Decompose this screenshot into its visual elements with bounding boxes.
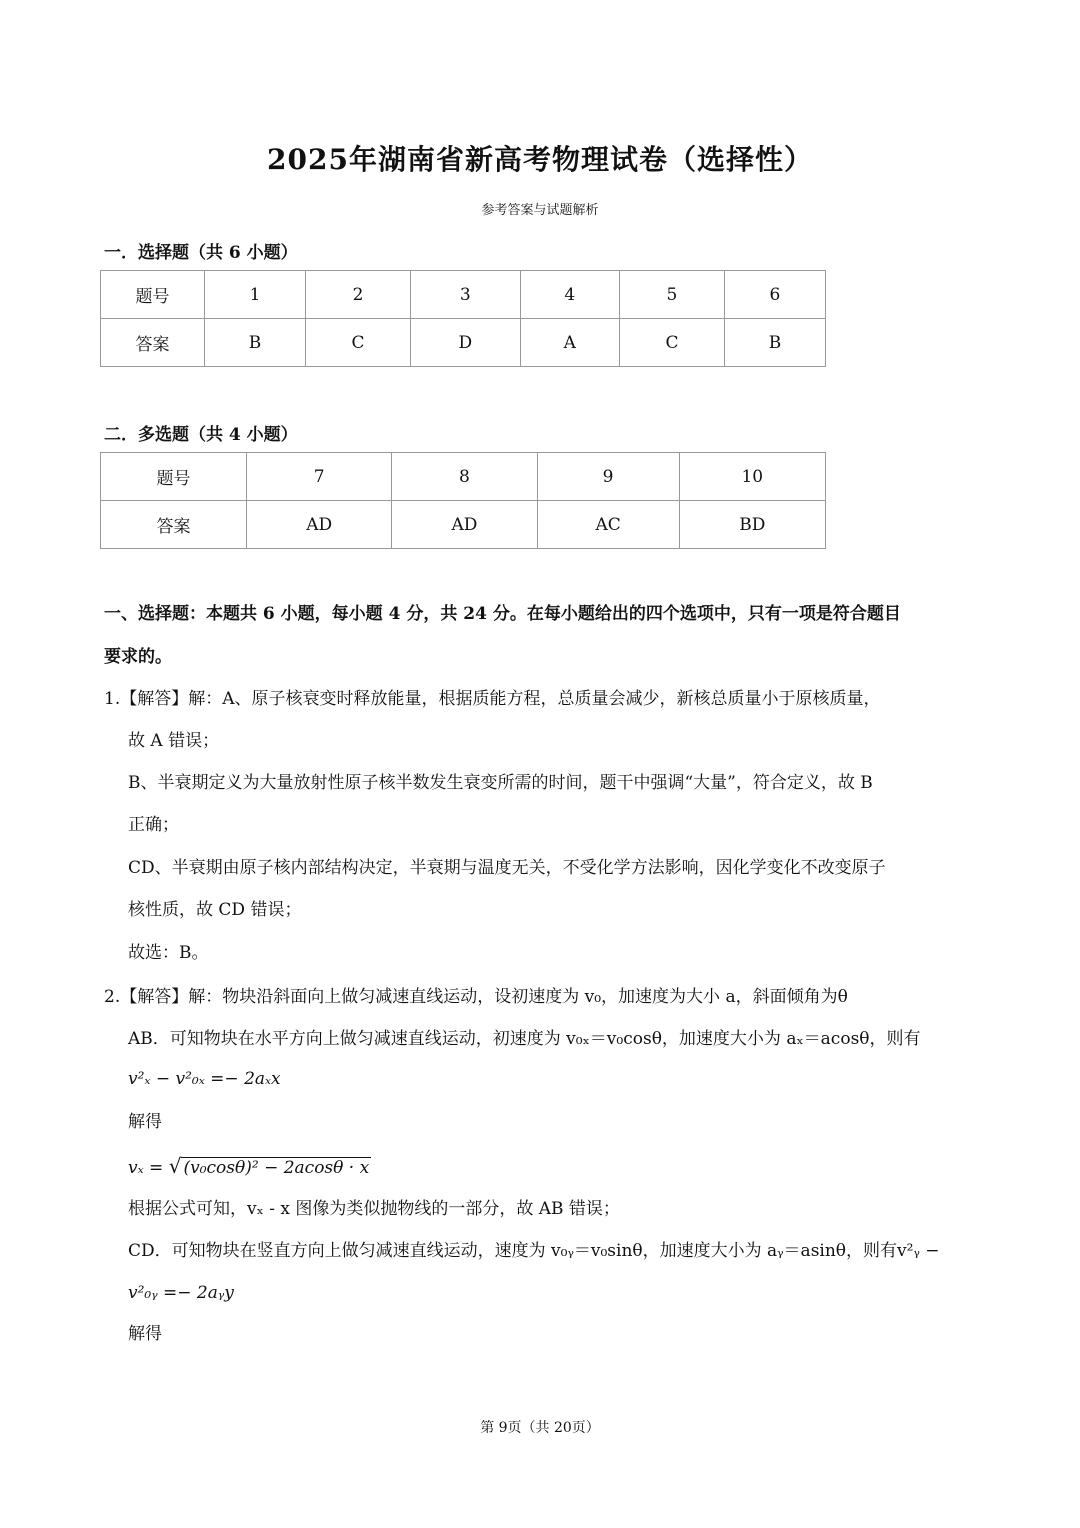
q2-equation2 xyxy=(128,1145,371,1189)
table-cell: 5 xyxy=(620,271,725,319)
table-row xyxy=(101,319,826,367)
table-cell: 7 xyxy=(247,453,392,501)
q1-line4: 正确； xyxy=(128,815,179,835)
q1-line1: 1.【解答】解：A、原子核衰变时释放能量，根据质能方程，总质量会减少，新核总质量小于原核质量， xyxy=(104,689,881,709)
section1-heading: 一．选择题（共 6 小题） xyxy=(104,243,298,263)
table-cell: 1 xyxy=(205,271,306,319)
page-subtitle: 参考答案与试题解析 xyxy=(481,203,599,218)
section1-answer-table xyxy=(100,270,826,367)
eq2-radicand: (v₀cosθ)² − 2acosθ · x xyxy=(183,1158,370,1178)
page-title: 2025年湖南省新高考物理试卷（选择性） xyxy=(267,143,813,176)
section2-answer-table xyxy=(100,452,826,549)
table-cell: 8 xyxy=(392,453,537,501)
q2-line1: 2.【解答】解：物块沿斜面向上做匀减速直线运动，设初速度为 v₀，加速度为大小 a，斜面倾角为θ xyxy=(104,987,848,1007)
eq2-left: vₓ = xyxy=(128,1158,169,1178)
q2-equation1: v²ₓ − v²₀ₓ =− 2aₓx xyxy=(128,1069,281,1089)
q2-equation3: v²₀ᵧ =− 2aᵧy xyxy=(128,1283,234,1303)
q1-line6: 核性质，故 CD 错误； xyxy=(128,900,302,920)
table-cell: AC xyxy=(537,501,679,549)
q2-line2: AB．可知物块在水平方向上做匀减速直线运动，初速度为 v₀ₓ＝v₀cosθ，加速度大小为 aₓ＝acosθ，则有 xyxy=(128,1029,921,1049)
section2-heading: 二．多选题（共 4 小题） xyxy=(104,425,298,445)
table-cell: 10 xyxy=(679,453,825,501)
page-footer: 第 9页（共 20页） xyxy=(480,1420,600,1436)
table-cell: 2 xyxy=(306,271,411,319)
q2-jiede2: 解得 xyxy=(128,1324,162,1344)
table-row xyxy=(101,271,826,319)
table-cell: C xyxy=(306,319,411,367)
table-cell: BD xyxy=(679,501,825,549)
q2-line3: 根据公式可知，vₓ - x 图像为类似抛物线的一部分，故 AB 错误； xyxy=(128,1199,620,1219)
table-cell: 6 xyxy=(724,271,825,319)
part-heading-line1: 一、选择题：本题共 6 小题，每小题 4 分，共 24 分。在每小题给出的四个选项中，只有一项是符合题目 xyxy=(104,604,901,624)
table-cell: AD xyxy=(392,501,537,549)
table-row xyxy=(101,453,826,501)
table-row xyxy=(101,501,826,549)
q2-line4: CD．可知物块在竖直方向上做匀减速直线运动，速度为 v₀ᵧ＝v₀sinθ，加速度大小为 aᵧ＝asinθ，则有v²ᵧ − xyxy=(128,1241,940,1261)
table-cell: 9 xyxy=(537,453,679,501)
q1-line5: CD、半衰期由原子核内部结构决定，半衰期与温度无关，不受化学方法影响，因化学变化不改变原子 xyxy=(128,858,886,878)
table-cell: 题号 xyxy=(101,453,247,501)
table-cell: 答案 xyxy=(101,501,247,549)
sqrt-sign: √ xyxy=(168,1154,182,1178)
table-cell: 3 xyxy=(410,271,520,319)
table-cell: A xyxy=(520,319,619,367)
table-cell: B xyxy=(724,319,825,367)
table-cell: 题号 xyxy=(101,271,205,319)
q2-jiede1: 解得 xyxy=(128,1112,162,1132)
table-cell: B xyxy=(205,319,306,367)
q1-line3: B、半衰期定义为大量放射性原子核半数发生衰变所需的时间，题干中强调“大量”，符合定义，故 B xyxy=(128,773,873,793)
table-cell: D xyxy=(410,319,520,367)
q1-line2: 故 A 错误； xyxy=(128,731,220,751)
table-cell: AD xyxy=(247,501,392,549)
table-cell: 答案 xyxy=(101,319,205,367)
table-cell: C xyxy=(620,319,725,367)
part-heading-line2: 要求的。 xyxy=(104,647,172,667)
table-cell: 4 xyxy=(520,271,619,319)
q1-line7: 故选：B。 xyxy=(128,943,209,963)
